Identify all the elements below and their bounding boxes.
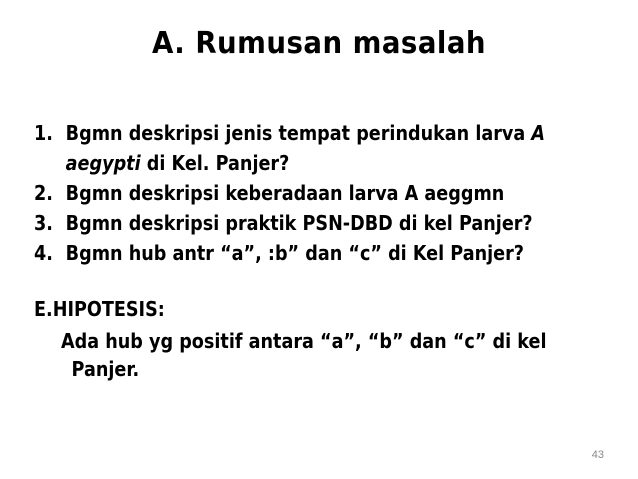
hypothesis-text — [61, 327, 554, 383]
problem-text: Bgmn hub antr “a”, :b” dan “c” di Kel Panjer? — [65, 241, 524, 265]
list-number: 1. — [34, 121, 53, 145]
problem-item-3 — [34, 208, 544, 238]
slide-title: A. Rumusan masalah — [151, 26, 487, 61]
species-italic: A — [531, 121, 546, 145]
list-number: 4. — [34, 241, 53, 265]
problem-text: Bgmn deskripsi jenis tempat perindukan larva — [65, 121, 532, 145]
problem-text: di Kel. Panjer? — [140, 151, 290, 175]
list-number: 3. — [34, 211, 53, 235]
hypothesis-line-1: Ada hub yg positif antara “a”, “b” dan “c” di kel — [61, 329, 547, 353]
problem-item-1 — [34, 118, 544, 178]
species-italic: aegypti — [65, 151, 141, 175]
hypothesis-heading: E.HIPOTESIS: — [34, 297, 165, 321]
page-number: 43 — [591, 449, 604, 461]
hypothesis-line-2: Panjer. — [71, 357, 140, 381]
problem-text: Bgmn deskripsi keberadaan larva A aeggmn — [65, 181, 505, 205]
problem-item-2 — [34, 178, 544, 208]
list-number: 2. — [34, 181, 53, 205]
problem-text: Bgmn deskripsi praktik PSN-DBD di kel Panjer? — [65, 211, 533, 235]
problem-list — [34, 118, 614, 268]
problem-item-4 — [34, 238, 544, 268]
